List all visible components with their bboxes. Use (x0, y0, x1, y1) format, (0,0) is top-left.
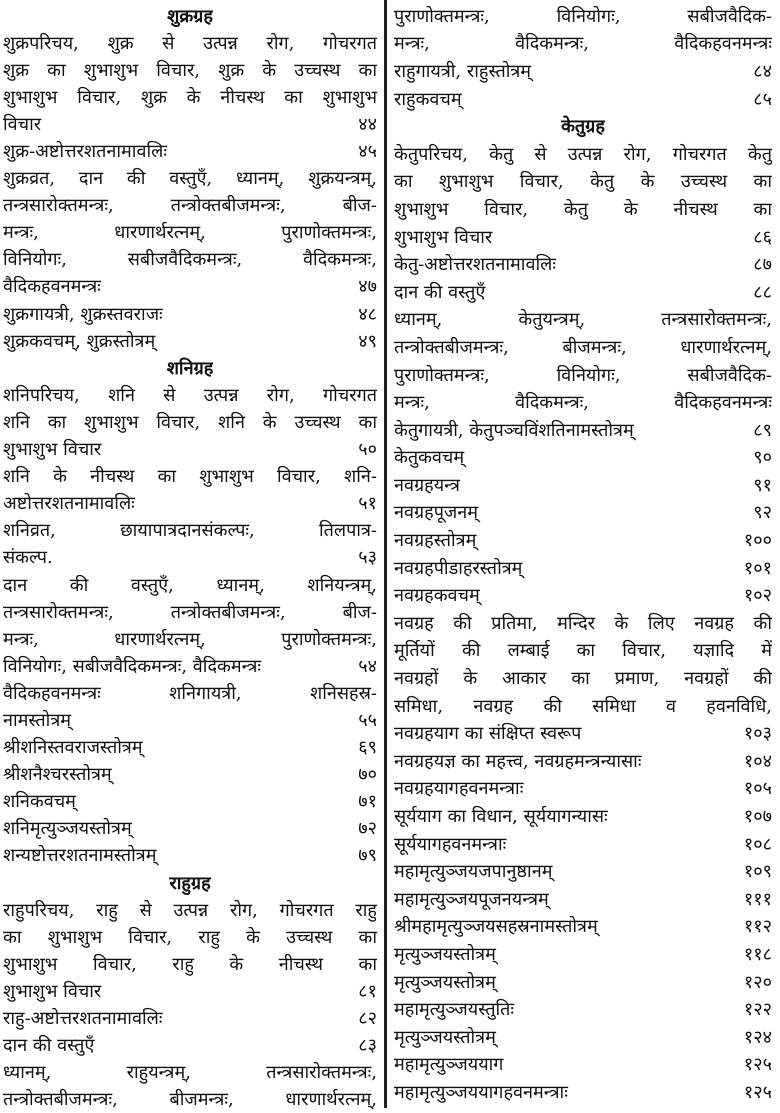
toc-entry-line (3, 1086, 377, 1113)
toc-entry-line (394, 581, 772, 609)
page-number: ४४ (358, 113, 377, 135)
page-number: ५० (358, 439, 377, 461)
entry-text: तन्त्रोक्तबीजमन्त्रः, बीजमन्त्रः, धारणार्थरत्नम्, (394, 336, 772, 358)
toc-entry-line (394, 195, 772, 223)
entry-text: का शुभाशुभ विचार, राहु के उच्चस्थ का (3, 926, 377, 948)
entry-text: शुभाशुभ विचार, राहु के नीचस्थ का (3, 953, 377, 975)
entry-text: नवग्रहयाग का संक्षिप्त स्वरूप (394, 723, 582, 745)
page-number: १०४ (743, 750, 772, 772)
page-number: ५५ (358, 709, 377, 731)
entry-text: नवग्रहकवचम् (394, 585, 480, 607)
toc-entry-line (3, 246, 377, 273)
heading-text: केतुग्रह (561, 116, 605, 138)
page-number: ११८ (743, 943, 772, 965)
toc-entry-line (3, 165, 377, 192)
toc-entry-line (3, 29, 377, 56)
toc-entry-line (394, 719, 772, 747)
page-number: ८३ (358, 1035, 377, 1057)
toc-entry-line (3, 571, 377, 598)
entry-text: मृत्युञ्जयस्तोत्रम् (394, 943, 496, 965)
page-number: १०५ (743, 778, 772, 800)
entry-text: केतु-अष्टोत्तरशतनामावलिः (394, 254, 556, 276)
toc-entry-line (3, 300, 377, 327)
entry-text: मूर्तियों की लम्बाई का विचार, यज्ञादि में (394, 640, 772, 662)
page-number: ७१ (358, 791, 377, 813)
entry-text: अष्टोत्तरशतनामावलिः (3, 493, 135, 515)
entry-text: शनिपरिचय, शनि से उत्पन्न रोग, गोचरगत (3, 384, 377, 406)
entry-text: शुभाशुभ विचार (3, 980, 102, 1002)
entry-text: तन्त्रसारोक्तमन्त्रः, तन्त्रोक्तबीजमन्त्रः, बीज- (3, 601, 377, 623)
toc-entry-line (3, 923, 377, 950)
toc-entry-line (3, 273, 377, 300)
entry-text: महामृत्युञ्जयस्तुतिः (394, 999, 515, 1021)
entry-text: मन्त्रः, वैदिकमन्त्रः, वैदिकहवनमन्त्रः (394, 392, 772, 414)
entry-text: शुक्र का शुभाशुभ विचार, शुक्र के उच्चस्थ का (3, 59, 377, 81)
entry-text: शुभाशुभ विचार (3, 439, 102, 461)
toc-entry-line (394, 1023, 772, 1051)
entry-text: शनिकवचम् (3, 791, 76, 813)
entry-text: नवग्रहस्तोत्रम् (394, 530, 477, 552)
entry-text: मृत्युञ्जयस्तोत्रम् (394, 971, 496, 993)
entry-text: विनियोगः, सबीजवैदिकमन्त्रः, वैदिकमन्त्रः, (3, 249, 377, 271)
entry-text: राहु-अष्टोत्तरशतनामावलिः (3, 1008, 163, 1030)
page-number: ९२ (753, 502, 772, 524)
entry-text: श्रीशनैश्चरस्तोत्रम् (3, 764, 112, 786)
entry-text: शन्यष्टोत्तरशतनामस्तोत्रम् (3, 845, 157, 867)
entry-text: शुभाशुभ विचार, शुक्र के नीचस्थ का शुभाशुभ (3, 86, 377, 108)
page-number: ८७ (753, 254, 772, 276)
page-number: १२५ (743, 1054, 772, 1076)
toc-entry-line (394, 444, 772, 472)
entry-text: वैदिकहवनमन्त्रः (3, 276, 101, 298)
toc-entry-line (394, 885, 772, 913)
toc-entry-line (3, 896, 377, 923)
page-number: ८४ (753, 60, 772, 82)
toc-entry-line (394, 1078, 772, 1106)
toc-entry-line (3, 436, 377, 463)
toc-entry-line (394, 968, 772, 996)
entry-text: दान की वस्तुएँ (394, 281, 486, 303)
entry-text: विनियोगः, सबीजवैदिकमन्त्रः, वैदिकमन्त्रः (3, 655, 262, 677)
page-number: ८६ (753, 226, 772, 248)
page-number: १०९ (743, 861, 772, 883)
entry-text: केतुपरिचय, केतु से उत्पन्न रोग, गोचरगत केतु (394, 143, 772, 165)
entry-text: का शुभाशुभ विचार, केतु के उच्चस्थ का (394, 171, 772, 193)
toc-entry-line (394, 554, 772, 582)
entry-text: शुक्रपरिचय, शुक्र से उत्पन्न रोग, गोचरगत (3, 32, 377, 54)
toc-entry-line (3, 1004, 377, 1031)
page-number: ११२ (743, 916, 772, 938)
page-number: ७२ (358, 818, 377, 840)
toc-entry-line (394, 85, 772, 113)
toc-entry-line (3, 788, 377, 815)
entry-text: ध्यानम्, राहुयन्त्रम्, तन्त्रसारोक्तमन्त्रः, (3, 1062, 377, 1084)
page-number: ४७ (358, 276, 377, 298)
toc-entry-line (394, 333, 772, 361)
toc-entry-line (3, 950, 377, 977)
toc-entry-line (394, 664, 772, 692)
entry-text: शनि के नीचस्थ का शुभाशुभ विचार, शनि- (3, 466, 377, 488)
page-number: ९० (753, 447, 772, 469)
heading-text: शनिग्रह (166, 357, 214, 379)
entry-text: श्रीमहामृत्युञ्जयसहस्रनामस्तोत्रम् (394, 916, 598, 938)
toc-entry-line (394, 913, 772, 941)
toc-entry-line (3, 110, 377, 137)
toc-entry-line (394, 1051, 772, 1079)
toc-entry-line (3, 679, 377, 706)
entry-text: शनि का शुभाशुभ विचार, शनि के उच्चस्थ का (3, 411, 377, 433)
entry-text: तन्त्रसारोक्तमन्त्रः, तन्त्रोक्तबीजमन्त्रः, बीज- (3, 195, 377, 217)
entry-text: नवग्रह की प्रतिमा, मन्दिर के लिए नवग्रह की (394, 612, 772, 634)
page-number: १०७ (743, 806, 772, 828)
entry-text: मन्त्रः, धारणार्थरत्नम्, पुराणोक्तमन्त्रः, (3, 628, 377, 650)
page-number: १०० (743, 530, 772, 552)
column-divider (384, 0, 387, 1108)
heading-text: शुक्रग्रह (167, 5, 213, 27)
entry-text: नवग्रहों के आकार का प्रमाण, नवग्रहों की (394, 668, 772, 690)
toc-entry-line (3, 192, 377, 219)
entry-text: दान की वस्तुएँ (3, 1035, 95, 1057)
entry-text: नवग्रहयागहवनमन्त्राः (394, 778, 524, 800)
page-number: ७० (358, 764, 377, 786)
page-number: ४५ (358, 141, 377, 163)
entry-text: मन्त्रः, वैदिकमन्त्रः, वैदिकहवनमन्त्रः (394, 33, 772, 55)
entry-text: श्रीशनिस्तवराजस्तोत्रम् (3, 737, 143, 759)
entry-text: सूर्ययागहवनमन्त्राः (394, 833, 507, 855)
toc-entry-line (3, 977, 377, 1004)
page-number: ५३ (358, 547, 377, 569)
entry-text: महामृत्युञ्जययाग (394, 1054, 504, 1076)
entry-text: मृत्युञ्जयस्तोत्रम् (394, 1026, 496, 1048)
toc-entry-line (394, 250, 772, 278)
toc-entry-line (394, 940, 772, 968)
page-number: १०२ (743, 585, 772, 607)
entry-text: नवग्रहयज्ञ का महत्त्व, नवग्रहमन्त्रन्यासाः (394, 750, 642, 772)
entry-text: तन्त्रोक्तबीजमन्त्रः, बीजमन्त्रः, धारणार्थरत्नम्, (3, 1089, 377, 1111)
page-number: १२० (743, 971, 772, 993)
toc-entry-line (3, 1032, 377, 1059)
page-number: ८१ (358, 980, 377, 1002)
toc-entry-line (394, 802, 772, 830)
entry-text: सूर्ययाग का विधान, सूर्ययागन्यासः (394, 806, 608, 828)
toc-entry-line (3, 381, 377, 408)
entry-text: नवग्रहपीडाहरस्तोत्रम् (394, 557, 523, 579)
toc-entry-line (394, 361, 772, 389)
toc-entry-line (394, 57, 772, 85)
toc-entry-line (394, 2, 772, 30)
entry-text: राहुकवचम् (394, 88, 462, 110)
entry-text: विचार (3, 113, 42, 135)
toc-entry-line (394, 223, 772, 251)
toc-entry-line (3, 734, 377, 761)
toc-entry-line (394, 416, 772, 444)
entry-text: महामृत्युञ्जयजपानुष्ठानम् (394, 861, 553, 883)
section-heading (3, 2, 377, 29)
page-number: ९१ (753, 474, 772, 496)
toc-entry-line (3, 842, 377, 869)
entry-text: नवग्रहपूजनम् (394, 502, 479, 524)
section-heading (3, 354, 377, 381)
entry-text: केतुकवचम् (394, 447, 465, 469)
toc-entry-line (394, 499, 772, 527)
page-number: १२४ (743, 1026, 772, 1048)
page-number: १११ (743, 888, 772, 910)
entry-text: नामस्तोत्रम् (3, 709, 72, 731)
entry-text: पुराणोक्तमन्त्रः, विनियोगः, सबीजवैदिक- (394, 364, 772, 386)
toc-column-left (3, 2, 377, 1113)
toc-entry-line (3, 1059, 377, 1086)
entry-text: संकल्प. (3, 547, 53, 569)
entry-text: वैदिकहवनमन्त्रः शनिगायत्री, शनिसहस्र- (3, 682, 377, 704)
toc-entry-line (3, 517, 377, 544)
toc-entry-line (3, 761, 377, 788)
entry-text: महामृत्युञ्जययागहवनमन्त्राः (394, 1081, 568, 1103)
toc-entry-line (3, 327, 377, 354)
entry-text: मन्त्रः, धारणार्थरत्नम्, पुराणोक्तमन्त्रः, (3, 222, 377, 244)
toc-entry-line (3, 625, 377, 652)
entry-text: शुक्रकवचम्, शुक्रस्तोत्रम् (3, 330, 156, 352)
toc-entry-line (3, 544, 377, 571)
entry-text: शुभाशुभ विचार (394, 226, 493, 248)
toc-entry-line (3, 463, 377, 490)
entry-text: शुक्र-अष्टोत्तरशतनामावलिः (3, 141, 167, 163)
entry-text: केतुगायत्री, केतुपञ्चविंशतिनामस्तोत्रम् (394, 419, 634, 441)
page-number: ८८ (753, 281, 772, 303)
section-heading (3, 869, 377, 896)
entry-text: दान की वस्तुएँ, ध्यानम्, शनियन्त्रम्, (3, 574, 377, 596)
heading-text: राहुग्रह (169, 872, 211, 894)
toc-entry-line (394, 306, 772, 334)
entry-text: शुक्रव्रत, दान की वस्तुएँ, ध्यानम्, शुक्रयन्त्रम्, (3, 168, 377, 190)
page-number: ४९ (358, 330, 377, 352)
toc-entry-line (3, 598, 377, 625)
toc-entry-line (3, 137, 377, 164)
toc-entry-line (394, 30, 772, 58)
entry-text: शुक्रगायत्री, शुक्रस्तवराजः (3, 303, 163, 325)
toc-entry-line (394, 471, 772, 499)
toc-entry-line (394, 168, 772, 196)
toc-entry-line (394, 388, 772, 416)
page-number: ४८ (358, 303, 377, 325)
toc-entry-line (394, 526, 772, 554)
page-number: ६९ (358, 737, 377, 759)
section-heading (394, 112, 772, 140)
entry-text: नवग्रहयन्त्र (394, 474, 460, 496)
toc-entry-line (394, 609, 772, 637)
page-number: १०१ (743, 557, 772, 579)
toc-entry-line (3, 706, 377, 733)
page-number: ८५ (753, 88, 772, 110)
entry-text: राहुपरिचय, राहु से उत्पन्न रोग, गोचरगत राहु (3, 899, 377, 921)
toc-entry-line (3, 652, 377, 679)
entry-text: ध्यानम्, केतुयन्त्रम्, तन्त्रसारोक्तमन्त्रः, (394, 309, 772, 331)
toc-entry-line (3, 83, 377, 110)
toc-entry-line (394, 140, 772, 168)
toc-entry-line (394, 857, 772, 885)
toc-entry-line (3, 219, 377, 246)
entry-text: शुभाशुभ विचार, केतु के नीचस्थ का (394, 198, 772, 220)
toc-entry-line (394, 278, 772, 306)
page-number: ८२ (358, 1008, 377, 1030)
toc-column-right (394, 2, 772, 1106)
page-number: ७९ (358, 845, 377, 867)
toc-entry-line (3, 815, 377, 842)
entry-text: शनिमृत्युञ्जयस्तोत्रम् (3, 818, 132, 840)
entry-text: समिधा, नवग्रह की समिधा व हवनविधि, (394, 695, 772, 717)
toc-entry-line (394, 747, 772, 775)
page-number: १२२ (743, 999, 772, 1021)
page-number: १०३ (743, 723, 772, 745)
toc-entry-line (3, 490, 377, 517)
page-number: १०८ (743, 833, 772, 855)
entry-text: महामृत्युञ्जयपूजनयन्त्रम् (394, 888, 549, 910)
toc-entry-line (3, 408, 377, 435)
entry-text: राहुगायत्री, राहुस्तोत्रम् (394, 60, 532, 82)
toc-entry-line (3, 56, 377, 83)
toc-entry-line (394, 692, 772, 720)
page-number: १२५ (743, 1081, 772, 1103)
page-number: ८९ (753, 419, 772, 441)
toc-entry-line (394, 775, 772, 803)
page-number: ५४ (358, 655, 377, 677)
entry-text: शनिव्रत, छायापात्रदानसंकल्पः, तिलपात्र- (3, 520, 377, 542)
toc-entry-line (394, 830, 772, 858)
toc-entry-line (394, 637, 772, 665)
entry-text: पुराणोक्तमन्त्रः, विनियोगः, सबीजवैदिक- (394, 5, 772, 27)
toc-entry-line (394, 995, 772, 1023)
page-number: ५१ (358, 493, 377, 515)
